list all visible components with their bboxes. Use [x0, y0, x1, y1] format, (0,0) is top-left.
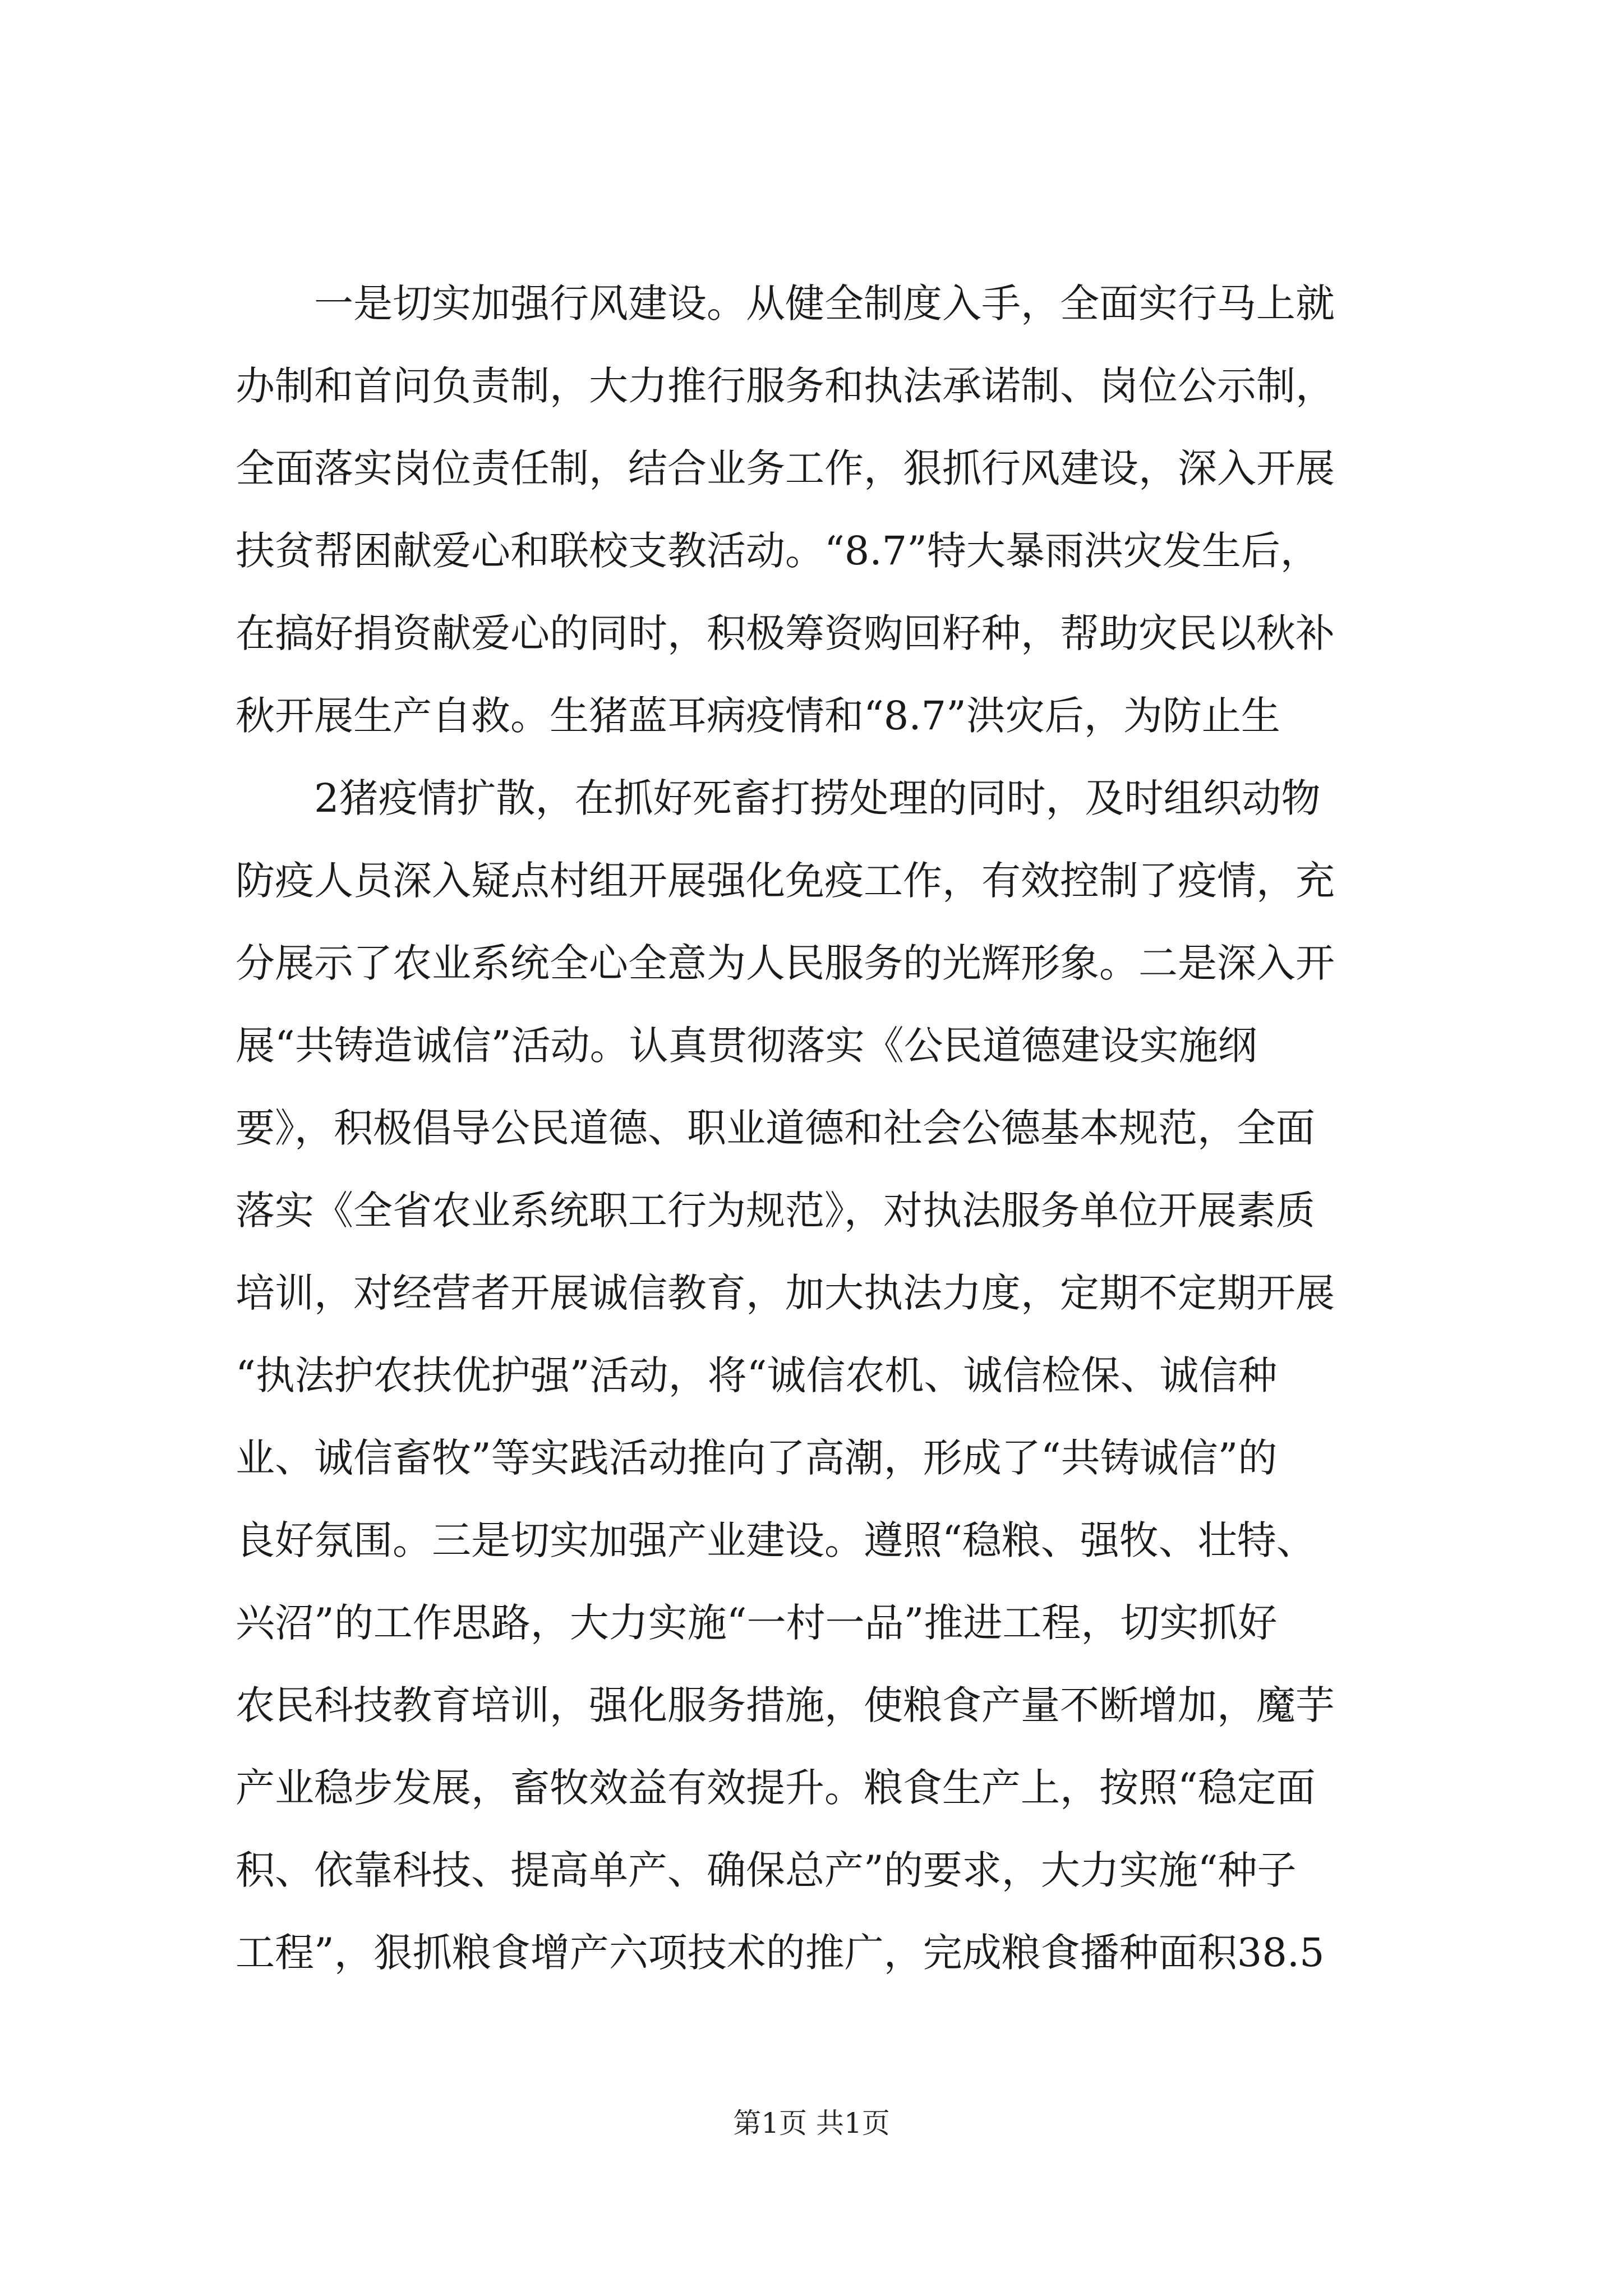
text-line: 办制和首问负责制，大力推行服务和执法承诺制、岗位公示制， — [236, 363, 1335, 409]
text-line: 展“共铸造诚信”活动。认真贯彻落实《公民道德建设实施纲 — [236, 1023, 1257, 1069]
text-line: 一是切实加强行风建设。从健全制度入手，全面实行马上就 — [314, 280, 1335, 326]
text-line: 良好氛围。三是切实加强产业建设。遵照“稳粮、强牧、壮特、 — [236, 1517, 1316, 1563]
text-line: 防疫人员深入疑点村组开展强化免疫工作，有效控制了疫情，充 — [236, 858, 1335, 904]
text-line: 2猪疫情扩散，在抓好死畜打捞处理的同时，及时组织动物 — [314, 775, 1321, 821]
text-line: 在搞好捐资献爱心的同时，积极筹资购回籽种，帮助灾民以秋补 — [236, 610, 1335, 656]
text-line: 积、依靠科技、提高单产、确保总产”的要求，大力实施“种子 — [236, 1847, 1297, 1893]
text-line: 兴沼”的工作思路，大力实施“一村一品”推进工程，切实抓好 — [236, 1600, 1278, 1646]
text-line: 要》，积极倡导公民道德、职业道德和社会公德基本规范，全面 — [236, 1105, 1315, 1151]
text-line: 秋开展生产自救。生猪蓝耳病疫情和“8.7”洪灾后，为防止生 — [236, 693, 1280, 739]
text-line: 全面落实岗位责任制，结合业务工作，狠抓行风建设，深入开展 — [236, 445, 1335, 491]
text-line: 产业稳步发展，畜牧效益有效提升。粮食生产上，按照“稳定面 — [236, 1765, 1316, 1811]
text-line: 落实《全省农业系统职工行为规范》，对执法服务单位开展素质 — [236, 1188, 1315, 1234]
text-line: 培训，对经营者开展诚信教育，加大执法力度，定期不定期开展 — [236, 1270, 1335, 1316]
text-line: 业、诚信畜牧”等实践活动推向了高潮，形成了“共铸诚信”的 — [236, 1435, 1278, 1481]
page-number-footer: 第1页 共1页 — [733, 2107, 890, 2139]
text-line: 农民科技教育培训，强化服务措施，使粮食产量不断增加，魔芋 — [236, 1682, 1335, 1728]
text-line: 扶贫帮困献爱心和联校支教活动。“8.7”特大暴雨洪灾发生后， — [236, 528, 1320, 574]
text-line: “执法护农扶优护强”活动，将“诚信农机、诚信检保、诚信种 — [236, 1352, 1278, 1398]
text-line: 工程”，狠抓粮食增产六项技术的推广，完成粮食播种面积38.5 — [236, 1930, 1325, 1976]
text-line: 分展示了农业系统全心全意为人民服务的光辉形象。二是深入开 — [236, 940, 1335, 986]
body-text — [236, 263, 1436, 1994]
